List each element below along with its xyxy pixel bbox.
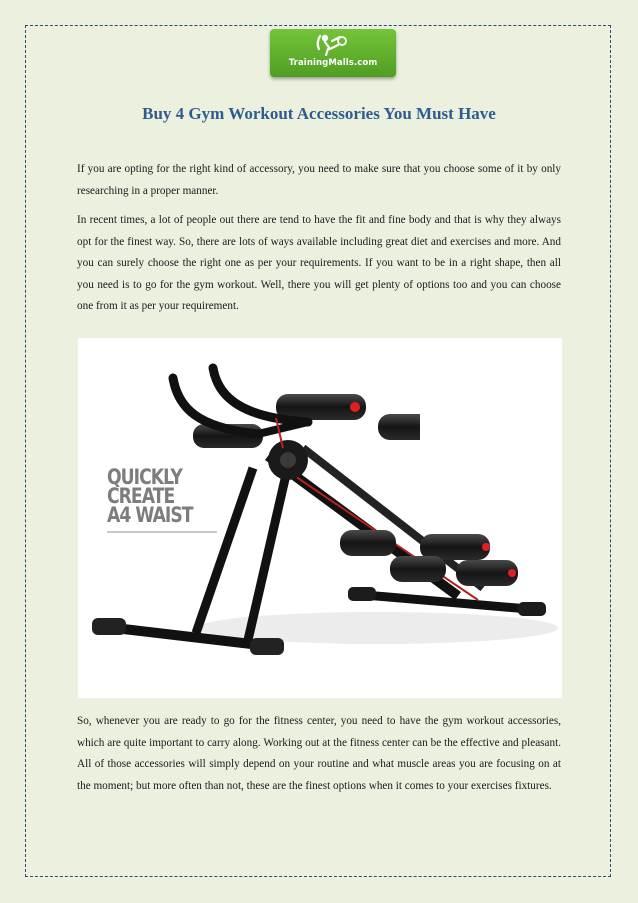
body-paragraph: In recent times, a lot of people out there are tend to have the fit and fine body and that is why they always opt for the finest way. So, there are lots of ways available including great diet and exercises and more. And you can surely choose the right one as per your requirements. If you want to be in a right shape, then all you need is to go for the gym workout. Well, there you will get plenty of options too and you can choose one from it as per your requirement.: [77, 214, 561, 312]
intro-paragraph: If you are opting for the right kind of accessory, you need to make sure that you choose some of it by only researching in a proper manner.: [77, 163, 561, 197]
product-image-ab-machine: [78, 338, 562, 698]
closing-paragraph: So, whenever you are ready to go for the fitness center, you need to have the gym workout accessories, which are quite important to carry along. Working out at the fitness center can be the effective and pleasant. All of those accessories will simply depend on your routine and what muscle areas you are focusing on at the moment; but more often than not, these are the finest options when it comes to your exercises fixtures.: [77, 715, 561, 792]
page-title: Buy 4 Gym Workout Accessories You Must Have: [142, 104, 496, 123]
site-logo[interactable]: [270, 29, 396, 77]
caption-line-3: A4 WAIST: [107, 503, 193, 527]
caption-line-1: QUICKLY: [107, 465, 182, 489]
ab-machine-drawing: [78, 338, 562, 698]
logo-text: TrainingMalls.com: [288, 58, 378, 68]
caption-line-2: CREATE: [107, 484, 175, 508]
fitness-figure-icon: [270, 29, 396, 77]
